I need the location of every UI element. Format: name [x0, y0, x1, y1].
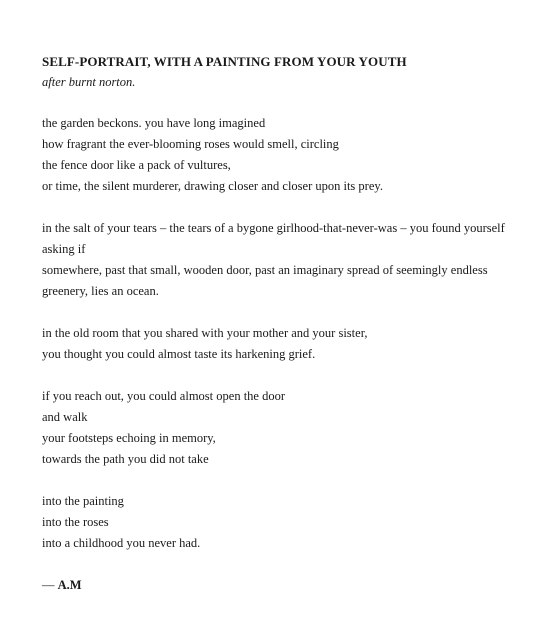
poem-line: into the painting — [42, 494, 124, 508]
poem-body — [42, 113, 534, 554]
stanza-1 — [42, 113, 534, 197]
stanza-3 — [42, 323, 534, 365]
poem-epigraph: after burnt norton. — [42, 75, 136, 89]
poem-line: in the salt of your tears – the tears of a bygone girlhood-that-never-was – you found yourself asking if — [42, 221, 505, 256]
poem-line: your footsteps echoing in memory, — [42, 431, 216, 445]
poem-title: SELF-PORTRAIT, WITH A PAINTING FROM YOUR YOUTH — [42, 54, 407, 69]
poem-line: or time, the silent murderer, drawing closer and closer upon its prey. — [42, 179, 383, 193]
poem-line: somewhere, past that small, wooden door, past an imaginary spread of seemingly endless greenery, lies an ocean. — [42, 263, 488, 298]
poem-line: into the roses — [42, 515, 109, 529]
signature-dash: — — [42, 578, 55, 592]
poem-line: how fragrant the ever-blooming roses would smell, circling — [42, 137, 339, 151]
signature-author: A.M — [57, 578, 82, 592]
poem-line: towards the path you did not take — [42, 452, 209, 466]
stanza-4 — [42, 386, 534, 470]
poem-line: into a childhood you never had. — [42, 536, 201, 550]
stanza-2 — [42, 218, 534, 302]
poem-line: you thought you could almost taste its harkening grief. — [42, 347, 316, 361]
poem-line: the garden beckons. you have long imagined — [42, 116, 266, 130]
poem-line: and walk — [42, 410, 88, 424]
stanza-5 — [42, 491, 534, 554]
poem-signature — [42, 575, 534, 596]
poem-line: in the old room that you shared with your mother and your sister, — [42, 326, 368, 340]
poem-container — [42, 53, 534, 596]
poem-line: if you reach out, you could almost open the door — [42, 389, 285, 403]
poem-line: the fence door like a pack of vultures, — [42, 158, 231, 172]
